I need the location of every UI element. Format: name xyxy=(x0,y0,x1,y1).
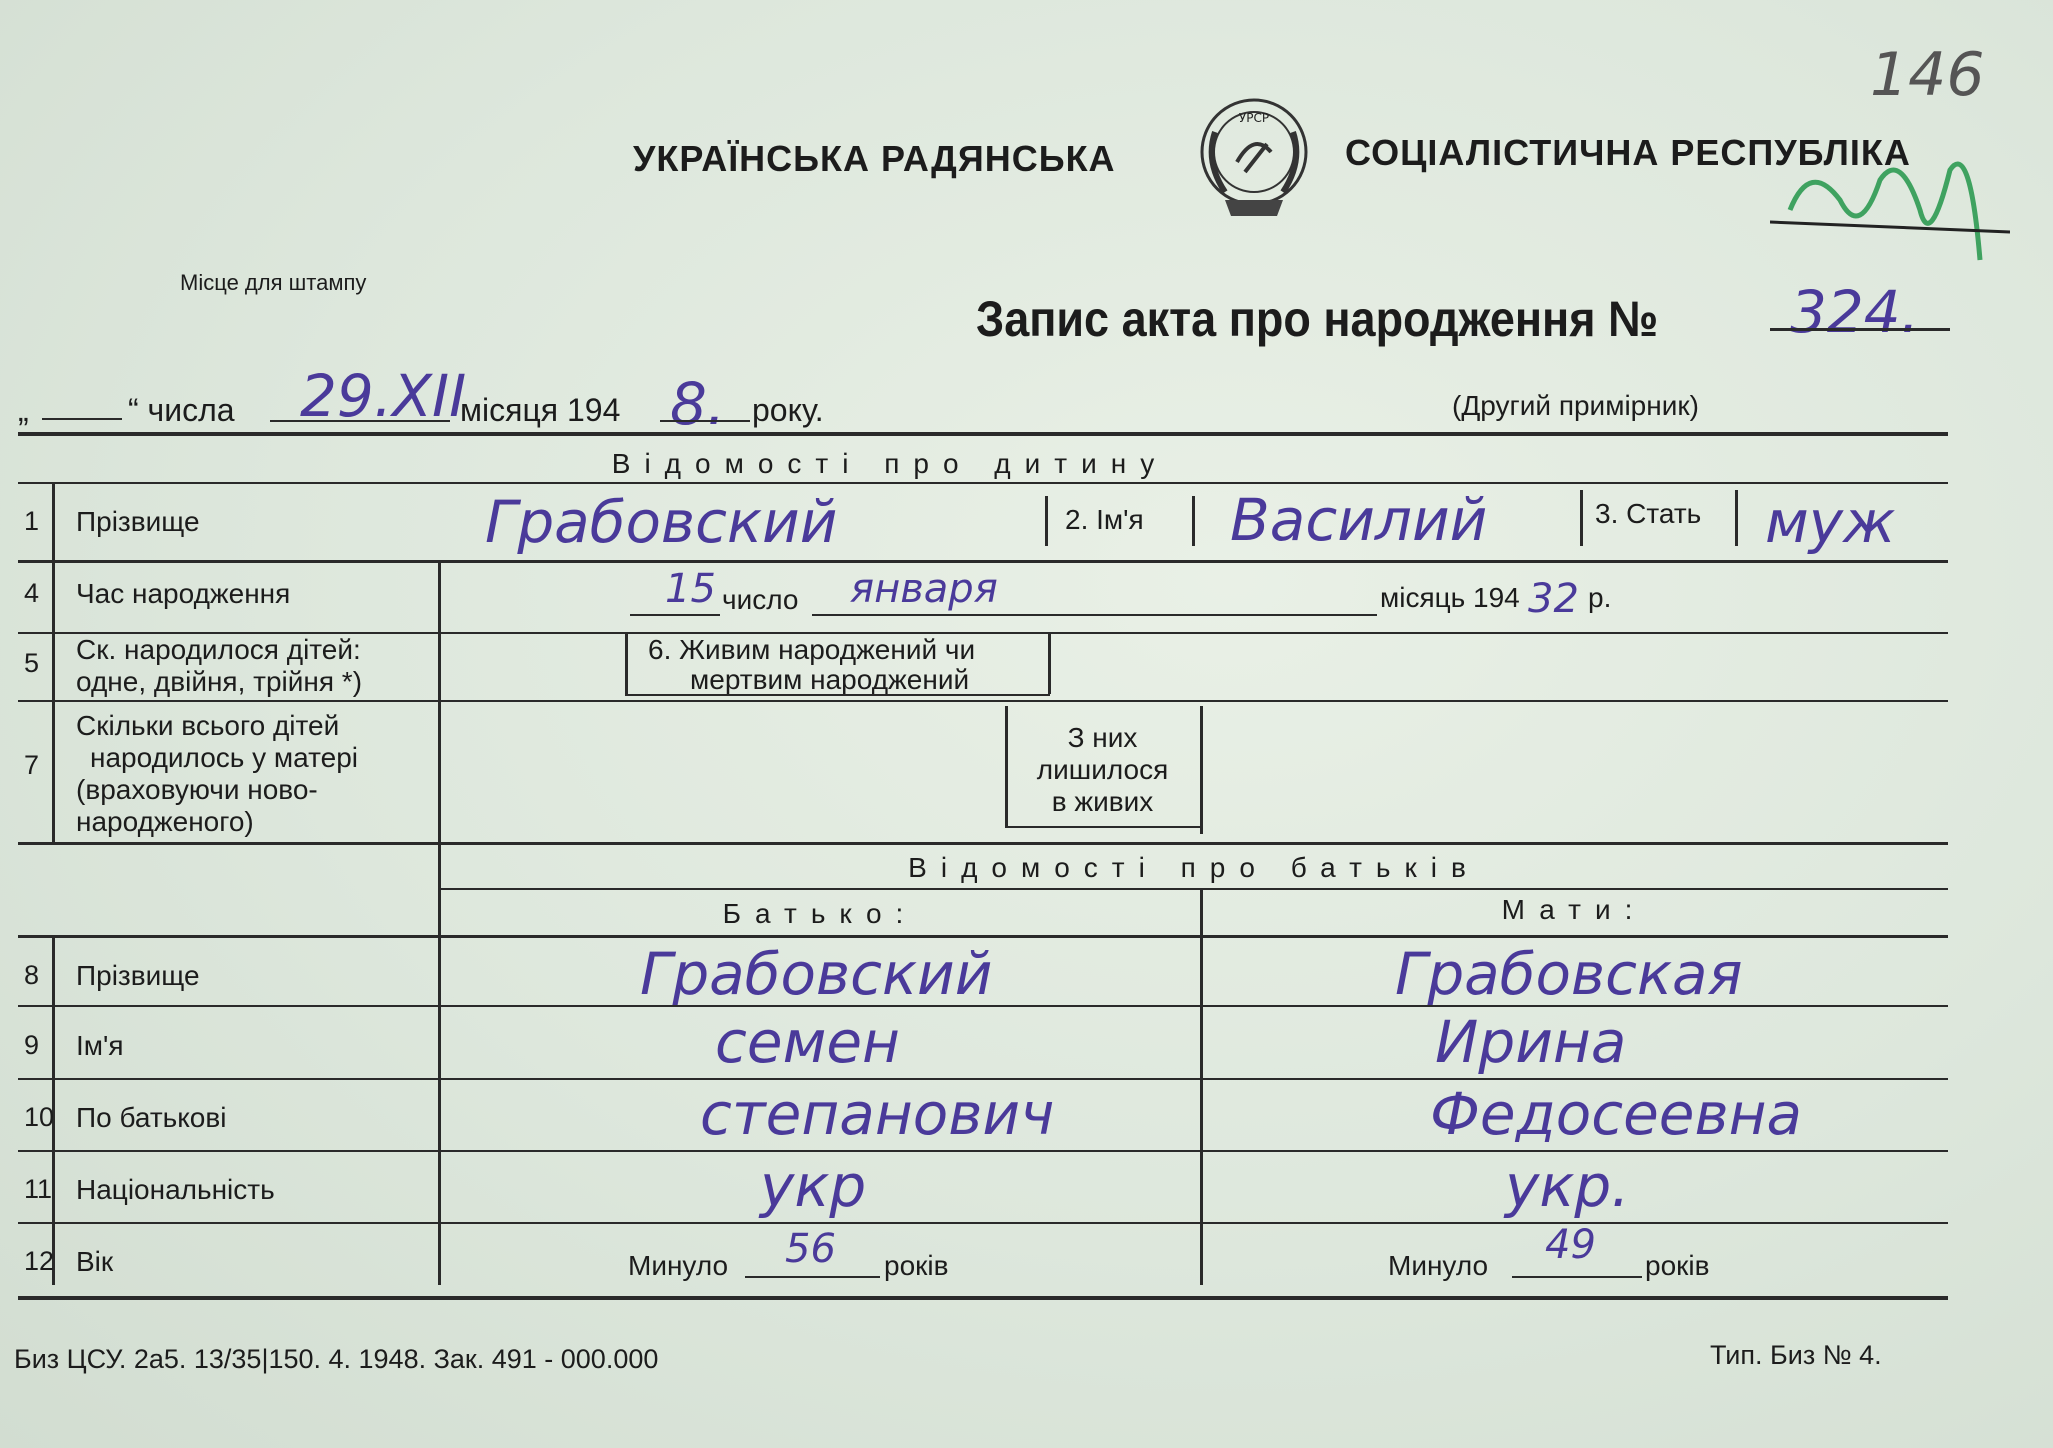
row4-number: 4 xyxy=(24,578,40,608)
row4-label: Час народження xyxy=(76,578,291,609)
row1-divider-b xyxy=(1192,496,1195,546)
row9-number: 9 xyxy=(24,1030,40,1060)
row8-number: 8 xyxy=(24,960,40,990)
header-right: СОЦІАЛІСТИЧНА РЕСПУБЛІКА xyxy=(1345,132,1911,173)
record-number-line xyxy=(1770,328,1950,331)
row7-number: 7 xyxy=(24,750,40,780)
row1-bottom xyxy=(18,560,1948,563)
mother-name: Ирина xyxy=(1435,1008,1627,1076)
row5-label-line2: одне, двійня, трійня *) xyxy=(76,666,363,697)
row1-divider-a xyxy=(1045,496,1048,546)
row6-bottom xyxy=(625,694,1050,696)
child-section-title: Відомості про дитину xyxy=(611,448,1169,479)
birth-day-line xyxy=(630,614,720,616)
copy-note: (Другий примірник) xyxy=(1452,390,1699,421)
row7-label-line4: народженого) xyxy=(76,806,254,837)
child-name: Василий xyxy=(1230,486,1488,554)
father-surname: Грабовский xyxy=(640,940,993,1008)
row3-label: 3. Стать xyxy=(1595,498,1702,529)
date-year-label: року. xyxy=(752,392,824,428)
row7-label-line3: (враховуючи ново- xyxy=(76,774,318,805)
row12-label: Вік xyxy=(76,1246,114,1277)
row7-label-line1: Скільки всього дітей xyxy=(76,710,340,741)
row1-label: Прізвище xyxy=(76,506,200,537)
mother-age: 49 xyxy=(1545,1222,1596,1268)
father-name: семен xyxy=(715,1008,900,1076)
table-top-border xyxy=(18,432,1948,436)
survived-line3: в живих xyxy=(1051,786,1154,817)
row11-label: Національність xyxy=(76,1174,275,1205)
date-year-line xyxy=(660,420,750,422)
row1-number: 1 xyxy=(24,506,40,536)
date-day-line xyxy=(270,420,450,422)
row9-label: Ім'я xyxy=(76,1030,124,1061)
header-left: УКРАЇНСЬКА РАДЯНСЬКА xyxy=(633,138,1116,179)
child-section-line xyxy=(18,482,1948,484)
mother-age-line xyxy=(1512,1276,1642,1278)
day-blank xyxy=(42,418,122,420)
parents-title-line xyxy=(438,888,1948,890)
row6-label-line1: 6. Живим народжений чи xyxy=(648,634,976,665)
birth-month-value: января xyxy=(850,566,998,612)
survived-bottom xyxy=(1005,826,1200,828)
row10-bottom xyxy=(18,1150,1948,1152)
row8-label: Прізвище xyxy=(76,960,200,991)
mother-age-prefix: Минуло xyxy=(1388,1250,1489,1281)
row5-label-line1: Ск. народилося дітей: xyxy=(76,634,361,665)
footer-right: Тип. Биз № 4. xyxy=(1710,1340,1882,1370)
survived-line2: лишилося xyxy=(1036,754,1169,785)
birth-month-label: місяць 194 xyxy=(1380,582,1520,613)
mother-nationality: укр. xyxy=(1505,1152,1630,1220)
father-patronymic: степанович xyxy=(700,1080,1055,1148)
mother-surname: Грабовская xyxy=(1395,940,1743,1008)
birth-year-value: 32 xyxy=(1528,576,1579,622)
mother-age-suffix: років xyxy=(1645,1250,1710,1281)
parents-header-bottom xyxy=(18,935,1948,938)
parents-section-title: Відомості про батьків xyxy=(908,852,1480,883)
row11-bottom xyxy=(18,1222,1948,1224)
father-age-prefix: Минуло xyxy=(628,1250,729,1281)
row2-label: 2. Ім'я xyxy=(1065,504,1144,535)
father-age: 56 xyxy=(785,1226,836,1272)
child-sex: муж xyxy=(1765,488,1896,556)
survived-right-line xyxy=(1200,706,1203,834)
survived-line1: З них xyxy=(1067,722,1138,753)
row11-number: 11 xyxy=(24,1174,53,1204)
archive-number: 146 xyxy=(1870,40,1985,110)
row7-bottom xyxy=(18,842,1948,845)
state-emblem xyxy=(1195,92,1313,222)
birth-day-value: 15 xyxy=(665,566,716,612)
date-day-label: “ числа xyxy=(128,392,235,428)
row10-label: По батькові xyxy=(76,1102,227,1133)
birth-month-line xyxy=(812,614,1377,616)
father-nationality: укр xyxy=(760,1152,867,1220)
row8-bottom xyxy=(18,1005,1948,1007)
row1-divider-d xyxy=(1735,490,1738,546)
emblem-text: УРСР xyxy=(1238,111,1270,125)
father-age-suffix: років xyxy=(884,1250,949,1281)
green-pencil-mark xyxy=(1770,140,2010,280)
date-prefix: „ xyxy=(18,392,29,428)
row5-number: 5 xyxy=(24,648,40,678)
father-header: Батько: xyxy=(722,898,918,929)
row6-label-line2: мертвим народжений xyxy=(690,664,970,695)
row6-left-line xyxy=(625,632,628,694)
mother-header: Мати: xyxy=(1501,894,1647,925)
mother-patronymic: Федосеевна xyxy=(1430,1080,1803,1148)
row1-divider-c xyxy=(1580,490,1583,546)
num-col-line-top xyxy=(52,482,55,842)
child-surname: Грабовский xyxy=(485,488,838,556)
birth-year-suffix: р. xyxy=(1588,582,1612,613)
table-bottom-border xyxy=(18,1296,1948,1300)
date-month-label: місяця 194 xyxy=(460,392,621,428)
footer-left: Биз ЦСУ. 2а5. 13/35|150. 4. 1948. Зак. 491 - 000.000 xyxy=(14,1344,659,1374)
row10-number: 10 xyxy=(24,1102,55,1132)
date-year-value: 8. xyxy=(670,370,726,438)
father-age-line xyxy=(745,1276,880,1278)
row5-bottom xyxy=(18,700,1948,702)
parents-middle-line xyxy=(1200,888,1203,1285)
record-title: Запис акта про народження № xyxy=(976,291,1659,347)
record-number: 324. xyxy=(1790,278,1920,346)
date-day-value: 29.XII xyxy=(300,362,467,430)
birth-day-label: число xyxy=(722,584,799,615)
row7-label-line2: народилось у матері xyxy=(90,742,358,773)
row6-right-line xyxy=(1048,632,1051,694)
stamp-place-label: Місце для штампу xyxy=(180,270,367,295)
row12-number: 12 xyxy=(24,1246,55,1276)
